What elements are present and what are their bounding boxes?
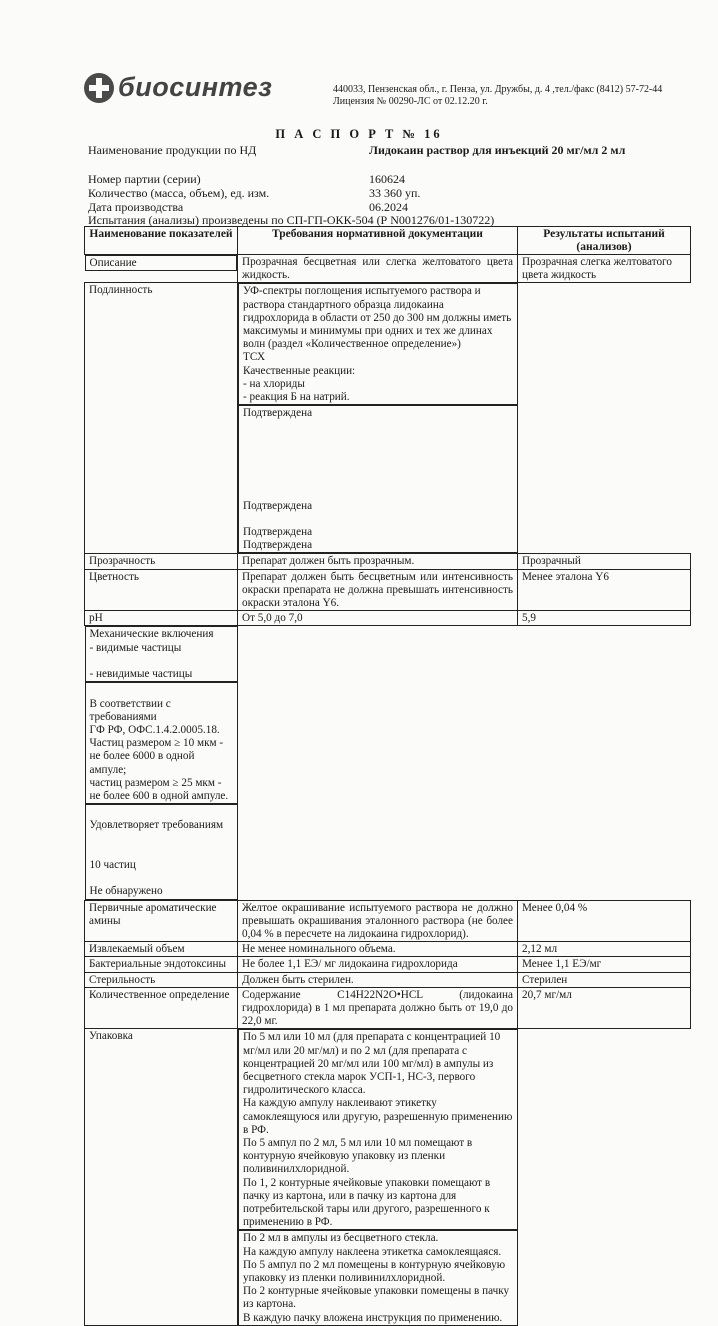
row-name: Цветность (85, 569, 238, 611)
row-result: 20,7 мг/мл (518, 987, 691, 1029)
row-result: Менее эталона Y6 (518, 569, 691, 611)
table-row (85, 611, 691, 626)
page-title: П А С П О Р Т № 16 (275, 127, 443, 141)
header-requirements: Требования нормативной документации (238, 227, 518, 255)
date-value: 06.2024 (369, 200, 408, 214)
row-name: Описание (85, 255, 238, 271)
row-result: Подтверждена Подтверждена Подтверждена Подтверждена (238, 405, 518, 553)
table-row (85, 987, 691, 1029)
row-result: Менее 1,1 ЕЭ/мг (518, 957, 691, 972)
row-result: Менее 0,04 % (518, 900, 691, 942)
row-requirement: Препарат должен быть прозрачным. (238, 554, 518, 569)
row-requirement: Содержание C14H22N2O•HCL (лидокаина гидрохлорида) в 1 мл препарата должно быть от 19,0 до 22,0 мг. (238, 987, 518, 1029)
row-requirement: От 5,0 до 7,0 (238, 611, 518, 626)
header-results: Результаты испытаний (анализов) (518, 227, 691, 255)
date-label: Дата производства (88, 200, 184, 214)
cross-logo-icon (84, 73, 114, 103)
table-row (85, 554, 691, 569)
row-requirement: Должен быть стерилен. (238, 972, 518, 987)
row-requirement: Прозрачная бесцветная или слегка желтоватого цвета жидкость. (238, 255, 518, 283)
table-row (85, 626, 691, 900)
row-name: Бактериальные эндотоксины (85, 957, 238, 972)
batch-label: Номер партии (серии) (88, 172, 201, 186)
product-label: Наименование продукции по НД (88, 143, 257, 157)
table-row (85, 1029, 691, 1326)
company-logo (84, 72, 272, 103)
quantity-value: 33 360 уп. (369, 186, 421, 200)
row-requirement: По 5 мл или 10 мл (для препарата с концентрацией 10 мг/мл или 20 мг/мл) и по 2 мл (для препарата с концентрацией 20 мг/мл или 100 мг/мл) в ампулы из бесцветного стекла марок УСП-1, НС-3, первого гидролитического класса. На каждую ампулу наклеивают этикетку самоклеящуюся или другую, разрешенную применению в РФ. По 5 ампул по 2 мл, 5 мл или 10 мл помещают в контурную ячейковую упаковку из пленки поливинилхлоридной. По 1, 2 контурные ячейковые упаковки помещают в пачку из картона, или в пачку из картона для потребительской тары или другого, разрешенного к применению в РФ. (238, 1029, 518, 1230)
table-row (85, 569, 691, 611)
row-result: Прозрачный (518, 554, 691, 569)
row-requirement: Препарат должен быть бесцветным или интенсивность окраски препарата не должна превышать интенсивность окраски эталона Y6. (238, 569, 518, 611)
table-row (85, 942, 691, 957)
table-row (85, 255, 691, 283)
row-requirement: УФ-спектры поглощения испытуемого раствора и раствора стандартного образца лидокаина гидрохлорида в области от 250 до 300 нм должны иметь максимумы и минимумы при одних и тех же длинах волн (раздел «Количественное определение») ТСХ Качественные реакции: - на хлориды - реакция Б на натрий. (238, 283, 518, 405)
tests-standard-line: Испытания (анализы) произведены по СП-ГП-ОКК-504 (Р N001276/01-130722) (88, 213, 495, 227)
company-address (333, 84, 662, 108)
row-name: pH (85, 611, 238, 626)
row-result: 5,9 (518, 611, 691, 626)
row-name: Прозрачность (85, 554, 238, 569)
row-name: Извлекаемый объем (85, 942, 238, 957)
row-name: Стерильность (85, 972, 238, 987)
license-line: Лицензия № 00290-ЛС от 02.12.20 г. (333, 96, 488, 107)
table-header-row (85, 227, 691, 255)
row-requirement: В соответствии с требованиями ГФ РФ, ОФС.1.4.2.0005.18. Частиц размером ≥ 10 мкм - не более 6000 в одной ампуле; частиц размером ≥ 25 мкм - не более 600 в одной ампуле. (85, 682, 238, 804)
company-name: биосинтез (118, 72, 273, 102)
table-row (85, 283, 691, 554)
table-row (85, 972, 691, 987)
row-requirement: Желтое окрашивание испытуемого раствора не должно превышать окрашивания эталонного раствора (не более 0,04 % в пересчете на лидокаина гидрохлорид). (238, 900, 518, 942)
row-name: Количественное определение (85, 987, 238, 1029)
row-name: Подлинность (85, 283, 238, 554)
row-result: Стерилен (518, 972, 691, 987)
table-row (85, 957, 691, 972)
quantity-label: Количество (масса, объем), ед. изм. (88, 186, 270, 200)
address-line: 440033, Пензенская обл., г. Пенза, ул. Дружбы, д. 4 ,тел./факс (8412) 57-72-44 (333, 84, 663, 95)
batch-value: 160624 (369, 172, 405, 186)
row-result: Прозрачная слегка желтоватого цвета жидкость (518, 255, 691, 283)
row-name: Упаковка (85, 1029, 238, 1326)
header-indicator: Наименование показателей (85, 227, 238, 255)
row-requirement: Не более 1,1 ЕЭ/ мг лидокаина гидрохлорида (238, 957, 518, 972)
row-result: По 2 мл в ампулы из бесцветного стекла. На каждую ампулу наклеена этикетка самоклеящаяся. По 5 ампул по 2 мл помещены в контурную ячейковую упаковку из пленки поливинилхлоридной. По 2 контурные ячейковые упаковки помещены в пачку из картона. В каждую пачку вложена инструкция по применению. (238, 1230, 518, 1325)
quality-table (84, 226, 691, 1326)
row-result: 2,12 мл (518, 942, 691, 957)
row-name: Первичные ароматические амины (85, 900, 238, 942)
row-result: Удовлетворяет требованиям 10 частиц Не обнаружено (85, 804, 238, 899)
table-row (85, 900, 691, 942)
row-requirement: Не менее номинального объема. (238, 942, 518, 957)
product-value: Лидокаин раствор для инъекций 20 мг/мл 2 мл (369, 143, 626, 157)
row-name: Механические включения - видимые частицы - невидимые частицы (85, 626, 238, 682)
